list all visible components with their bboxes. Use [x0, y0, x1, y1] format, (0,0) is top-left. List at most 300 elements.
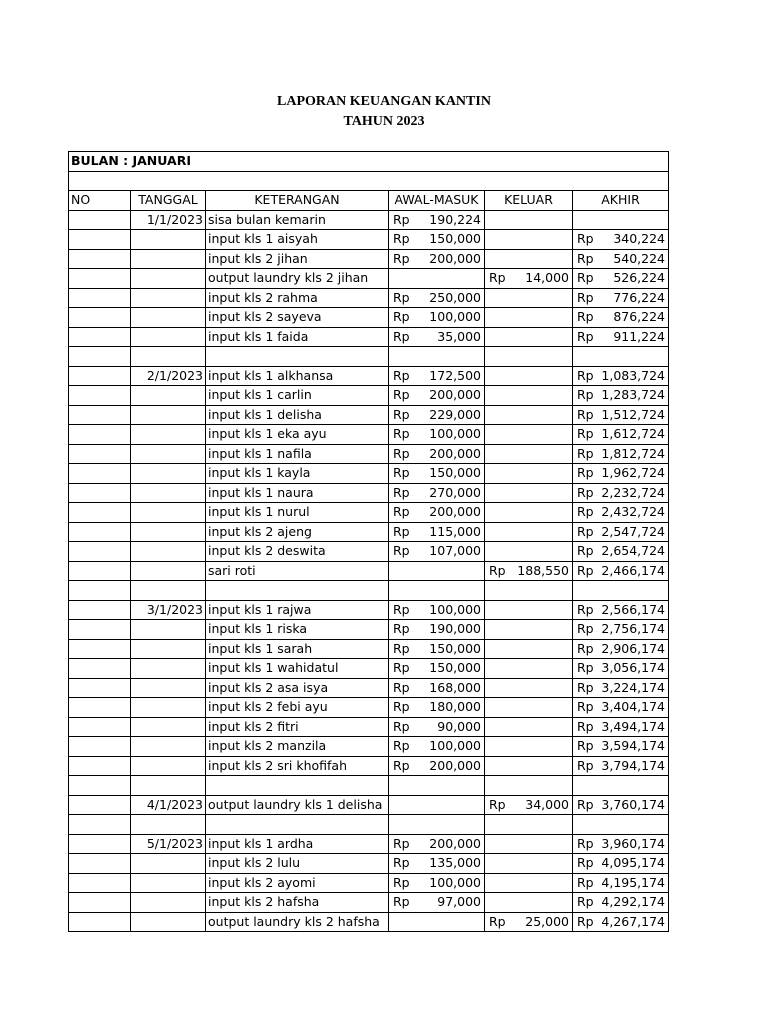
amount: 188,550	[517, 562, 569, 578]
cell-akhir	[573, 717, 669, 737]
table-row	[69, 366, 669, 386]
cell-desc: output laundry kls 2 hafsha	[206, 912, 389, 932]
cell-awal-masuk	[389, 620, 485, 640]
currency-label: Rp	[577, 367, 594, 383]
cell-no	[69, 386, 131, 406]
amount: 2,566,174	[601, 601, 666, 617]
currency-label: Rp	[577, 601, 594, 617]
money-value	[575, 698, 666, 716]
currency-label: Rp	[577, 913, 594, 929]
cell-keluar	[485, 834, 573, 854]
cell-date	[131, 503, 206, 523]
cell-desc: input kls 2 lulu	[206, 854, 389, 874]
cell-no	[69, 854, 131, 874]
cell-date	[131, 327, 206, 347]
cell-desc: input kls 2 ayomi	[206, 873, 389, 893]
currency-label: Rp	[393, 523, 410, 539]
amount: 168,000	[429, 679, 481, 695]
currency-label: Rp	[577, 445, 594, 461]
cell-desc: input kls 2 sri khofifah	[206, 756, 389, 776]
currency-label: Rp	[393, 387, 410, 403]
amount: 1,962,724	[601, 465, 666, 481]
table-row	[69, 873, 669, 893]
table-row	[69, 522, 669, 542]
currency-label: Rp	[489, 913, 506, 929]
cell-akhir	[573, 503, 669, 523]
money-value	[575, 562, 666, 580]
amount: 150,000	[429, 231, 481, 247]
cell-date	[131, 386, 206, 406]
cell-keluar	[485, 639, 573, 659]
money-value	[391, 211, 482, 229]
currency-label: Rp	[393, 757, 410, 773]
cell-date: 4/1/2023	[131, 795, 206, 815]
amount: 4,195,174	[601, 874, 666, 890]
amount: 4,292,174	[601, 894, 666, 910]
currency-label: Rp	[393, 640, 410, 656]
cell-akhir	[573, 678, 669, 698]
cell-keluar	[485, 873, 573, 893]
cell-awal-masuk	[389, 678, 485, 698]
cell-desc: input kls 1 naura	[206, 483, 389, 503]
cell-akhir	[573, 230, 669, 250]
amount: 115,000	[429, 523, 481, 539]
currency-label: Rp	[577, 699, 594, 715]
amount: 200,000	[429, 250, 481, 266]
currency-label: Rp	[577, 543, 594, 559]
money-value	[575, 835, 666, 853]
currency-label: Rp	[489, 562, 506, 578]
cell-akhir	[573, 288, 669, 308]
cell-date	[131, 639, 206, 659]
amount: 911,224	[613, 328, 666, 344]
cell-no	[69, 659, 131, 679]
currency-label: Rp	[577, 562, 594, 578]
table-row	[69, 483, 669, 503]
cell-keluar	[485, 308, 573, 328]
amount: 90,000	[437, 718, 481, 734]
cell-no	[69, 737, 131, 757]
cell-akhir	[573, 249, 669, 269]
col-header-keterangan: KETERANGAN	[206, 191, 389, 211]
table-row	[69, 620, 669, 640]
money-value	[391, 230, 482, 248]
cell-desc: input kls 1 rajwa	[206, 600, 389, 620]
cell-keluar	[485, 269, 573, 289]
cell-no	[69, 698, 131, 718]
table-row	[69, 795, 669, 815]
currency-label: Rp	[393, 445, 410, 461]
table-row	[69, 737, 669, 757]
blank-row	[69, 347, 669, 367]
cell-keluar	[485, 912, 573, 932]
money-value	[575, 250, 666, 268]
blank-row	[69, 581, 669, 601]
amount: 3,594,174	[601, 738, 666, 754]
cell-no	[69, 600, 131, 620]
cell-akhir	[573, 873, 669, 893]
cell-date: 2/1/2023	[131, 366, 206, 386]
cell-date	[131, 483, 206, 503]
amount: 135,000	[429, 855, 481, 871]
amount: 14,000	[525, 270, 569, 286]
cell-keluar	[485, 464, 573, 484]
cell-date	[131, 756, 206, 776]
amount: 526,224	[613, 270, 666, 286]
amount: 3,960,174	[601, 835, 666, 851]
money-value	[575, 542, 666, 560]
currency-label: Rp	[393, 231, 410, 247]
money-value	[391, 289, 482, 307]
amount: 150,000	[429, 465, 481, 481]
cell-no	[69, 288, 131, 308]
cell-akhir	[573, 561, 669, 581]
cell-date	[131, 873, 206, 893]
money-value	[487, 269, 570, 287]
cell-akhir	[573, 756, 669, 776]
money-value	[575, 289, 666, 307]
currency-label: Rp	[393, 543, 410, 559]
cell-awal-masuk	[389, 327, 485, 347]
cell-awal-masuk	[389, 483, 485, 503]
cell-keluar	[485, 483, 573, 503]
currency-label: Rp	[577, 387, 594, 403]
blank-row	[69, 776, 669, 796]
cell-no	[69, 620, 131, 640]
cell-desc: input kls 1 ardha	[206, 834, 389, 854]
spacer-row	[69, 171, 669, 191]
cell-no	[69, 327, 131, 347]
table-row	[69, 912, 669, 932]
cell-date	[131, 561, 206, 581]
money-value	[391, 718, 482, 736]
cell-awal-masuk	[389, 873, 485, 893]
table-row	[69, 678, 669, 698]
cell-no	[69, 483, 131, 503]
cell-akhir	[573, 483, 669, 503]
cell-desc: input kls 1 carlin	[206, 386, 389, 406]
cell-no	[69, 308, 131, 328]
cell-date	[131, 444, 206, 464]
amount: 2,654,724	[601, 543, 666, 559]
cell-keluar	[485, 678, 573, 698]
amount: 190,000	[429, 621, 481, 637]
currency-label: Rp	[577, 231, 594, 247]
cell-awal-masuk	[389, 269, 485, 289]
amount: 2,906,174	[601, 640, 666, 656]
currency-label: Rp	[577, 250, 594, 266]
cell-akhir	[573, 386, 669, 406]
money-value	[391, 874, 482, 892]
money-value	[575, 757, 666, 775]
cell-akhir	[573, 405, 669, 425]
cell-awal-masuk	[389, 639, 485, 659]
amount: 4,267,174	[601, 913, 666, 929]
cell-awal-masuk	[389, 698, 485, 718]
cell-awal-masuk	[389, 854, 485, 874]
cell-date	[131, 912, 206, 932]
cell-desc: input kls 1 nafila	[206, 444, 389, 464]
amount: 2,756,174	[601, 621, 666, 637]
table-row	[69, 659, 669, 679]
col-header-tanggal: TANGGAL	[131, 191, 206, 211]
table-row	[69, 308, 669, 328]
currency-label: Rp	[577, 718, 594, 734]
money-value	[575, 737, 666, 755]
money-value	[391, 406, 482, 424]
currency-label: Rp	[577, 406, 594, 422]
currency-label: Rp	[577, 679, 594, 695]
amount: 100,000	[429, 601, 481, 617]
cell-keluar	[485, 230, 573, 250]
amount: 2,432,724	[601, 504, 666, 520]
table-row	[69, 698, 669, 718]
money-value	[575, 445, 666, 463]
cell-keluar	[485, 210, 573, 230]
money-value	[575, 484, 666, 502]
cell-awal-masuk	[389, 893, 485, 913]
cell-akhir	[573, 425, 669, 445]
cell-desc: input kls 2 manzila	[206, 737, 389, 757]
money-value	[391, 503, 482, 521]
amount: 200,000	[429, 835, 481, 851]
cell-keluar	[485, 444, 573, 464]
cell-akhir	[573, 698, 669, 718]
money-value	[487, 913, 570, 931]
cell-keluar	[485, 386, 573, 406]
cell-akhir	[573, 308, 669, 328]
currency-label: Rp	[577, 504, 594, 520]
amount: 107,000	[429, 543, 481, 559]
amount: 340,224	[613, 231, 666, 247]
cell-desc: input kls 1 kayla	[206, 464, 389, 484]
amount: 1,083,724	[601, 367, 666, 383]
amount: 2,547,724	[601, 523, 666, 539]
cell-awal-masuk	[389, 210, 485, 230]
cell-no	[69, 503, 131, 523]
cell-awal-masuk	[389, 503, 485, 523]
amount: 150,000	[429, 640, 481, 656]
currency-label: Rp	[393, 367, 410, 383]
currency-label: Rp	[393, 426, 410, 442]
cell-date	[131, 464, 206, 484]
amount: 100,000	[429, 738, 481, 754]
amount: 1,512,724	[601, 406, 666, 422]
table-row	[69, 503, 669, 523]
money-value	[575, 328, 666, 346]
money-value	[391, 484, 482, 502]
money-value	[575, 874, 666, 892]
money-value	[487, 796, 570, 814]
currency-label: Rp	[393, 738, 410, 754]
cell-no	[69, 912, 131, 932]
cell-awal-masuk	[389, 249, 485, 269]
cell-akhir	[573, 444, 669, 464]
cell-desc: input kls 1 delisha	[206, 405, 389, 425]
money-value	[391, 367, 482, 385]
cell-keluar	[485, 288, 573, 308]
cell-no	[69, 639, 131, 659]
cell-no	[69, 405, 131, 425]
cell-akhir	[573, 210, 669, 230]
currency-label: Rp	[393, 718, 410, 734]
money-value	[487, 562, 570, 580]
amount: 200,000	[429, 445, 481, 461]
cell-desc: input kls 1 sarah	[206, 639, 389, 659]
cell-akhir	[573, 912, 669, 932]
cell-akhir	[573, 834, 669, 854]
cell-desc: output laundry kls 2 jihan	[206, 269, 389, 289]
money-value	[391, 464, 482, 482]
header-row	[69, 191, 669, 211]
money-value	[575, 425, 666, 443]
cell-no	[69, 464, 131, 484]
amount: 200,000	[429, 757, 481, 773]
cell-keluar	[485, 561, 573, 581]
table-row	[69, 854, 669, 874]
amount: 100,000	[429, 309, 481, 325]
cell-no	[69, 834, 131, 854]
amount: 35,000	[437, 328, 481, 344]
table-row	[69, 425, 669, 445]
money-value	[391, 679, 482, 697]
money-value	[575, 464, 666, 482]
currency-label: Rp	[393, 855, 410, 871]
cell-date: 5/1/2023	[131, 834, 206, 854]
cell-desc: sari roti	[206, 561, 389, 581]
amount: 4,095,174	[601, 855, 666, 871]
amount: 200,000	[429, 504, 481, 520]
cell-keluar	[485, 405, 573, 425]
cell-keluar	[485, 425, 573, 445]
money-value	[575, 406, 666, 424]
cell-no	[69, 873, 131, 893]
cell-desc: input kls 1 nurul	[206, 503, 389, 523]
cell-keluar	[485, 600, 573, 620]
cell-date	[131, 308, 206, 328]
table-row	[69, 405, 669, 425]
amount: 876,224	[613, 309, 666, 325]
cell-date	[131, 854, 206, 874]
amount: 190,224	[429, 211, 481, 227]
cell-akhir	[573, 269, 669, 289]
cell-no	[69, 756, 131, 776]
money-value	[391, 308, 482, 326]
cell-akhir	[573, 542, 669, 562]
amount: 200,000	[429, 387, 481, 403]
table-row	[69, 464, 669, 484]
table-row	[69, 327, 669, 347]
cell-date	[131, 405, 206, 425]
cell-no	[69, 678, 131, 698]
currency-label: Rp	[393, 874, 410, 890]
cell-no	[69, 717, 131, 737]
currency-label: Rp	[393, 289, 410, 305]
currency-label: Rp	[577, 465, 594, 481]
cell-akhir	[573, 659, 669, 679]
currency-label: Rp	[577, 894, 594, 910]
cell-date: 1/1/2023	[131, 210, 206, 230]
cell-akhir	[573, 464, 669, 484]
cell-akhir	[573, 522, 669, 542]
currency-label: Rp	[393, 621, 410, 637]
cell-desc: input kls 2 hafsha	[206, 893, 389, 913]
blank-row	[69, 815, 669, 835]
cell-awal-masuk	[389, 717, 485, 737]
amount: 100,000	[429, 426, 481, 442]
cell-date	[131, 737, 206, 757]
money-value	[391, 542, 482, 560]
amount: 150,000	[429, 660, 481, 676]
table-row	[69, 542, 669, 562]
amount: 3,794,174	[601, 757, 666, 773]
cell-keluar	[485, 854, 573, 874]
amount: 100,000	[429, 874, 481, 890]
currency-label: Rp	[577, 874, 594, 890]
cell-no	[69, 210, 131, 230]
amount: 2,466,174	[601, 562, 666, 578]
money-value	[391, 835, 482, 853]
cell-awal-masuk	[389, 522, 485, 542]
cell-desc: input kls 1 riska	[206, 620, 389, 640]
money-value	[391, 757, 482, 775]
cell-keluar	[485, 659, 573, 679]
amount: 25,000	[525, 913, 569, 929]
cell-desc: input kls 1 wahidatul	[206, 659, 389, 679]
money-value	[391, 854, 482, 872]
money-value	[391, 893, 482, 911]
money-value	[391, 737, 482, 755]
amount: 97,000	[437, 894, 481, 910]
cell-date	[131, 249, 206, 269]
cell-date	[131, 269, 206, 289]
money-value	[575, 601, 666, 619]
cell-date	[131, 230, 206, 250]
money-value	[575, 718, 666, 736]
currency-label: Rp	[577, 796, 594, 812]
cell-date	[131, 522, 206, 542]
table-row	[69, 561, 669, 581]
cell-awal-masuk	[389, 464, 485, 484]
money-value	[391, 620, 482, 638]
cell-keluar	[485, 795, 573, 815]
col-header-awal-masuk: AWAL-MASUK	[389, 191, 485, 211]
currency-label: Rp	[393, 465, 410, 481]
money-value	[391, 386, 482, 404]
amount: 270,000	[429, 484, 481, 500]
currency-label: Rp	[577, 738, 594, 754]
cell-desc: input kls 1 faida	[206, 327, 389, 347]
cell-awal-masuk	[389, 600, 485, 620]
amount: 540,224	[613, 250, 666, 266]
currency-label: Rp	[577, 484, 594, 500]
cell-awal-masuk	[389, 756, 485, 776]
money-value	[391, 328, 482, 346]
cell-date	[131, 542, 206, 562]
cell-keluar	[485, 522, 573, 542]
table-row	[69, 444, 669, 464]
cell-no	[69, 542, 131, 562]
table-row	[69, 600, 669, 620]
money-value	[575, 620, 666, 638]
cell-akhir	[573, 795, 669, 815]
col-header-no: NO	[69, 191, 131, 211]
money-value	[391, 425, 482, 443]
cell-awal-masuk	[389, 366, 485, 386]
cell-akhir	[573, 854, 669, 874]
cell-awal-masuk	[389, 834, 485, 854]
cell-desc: input kls 2 asa isya	[206, 678, 389, 698]
